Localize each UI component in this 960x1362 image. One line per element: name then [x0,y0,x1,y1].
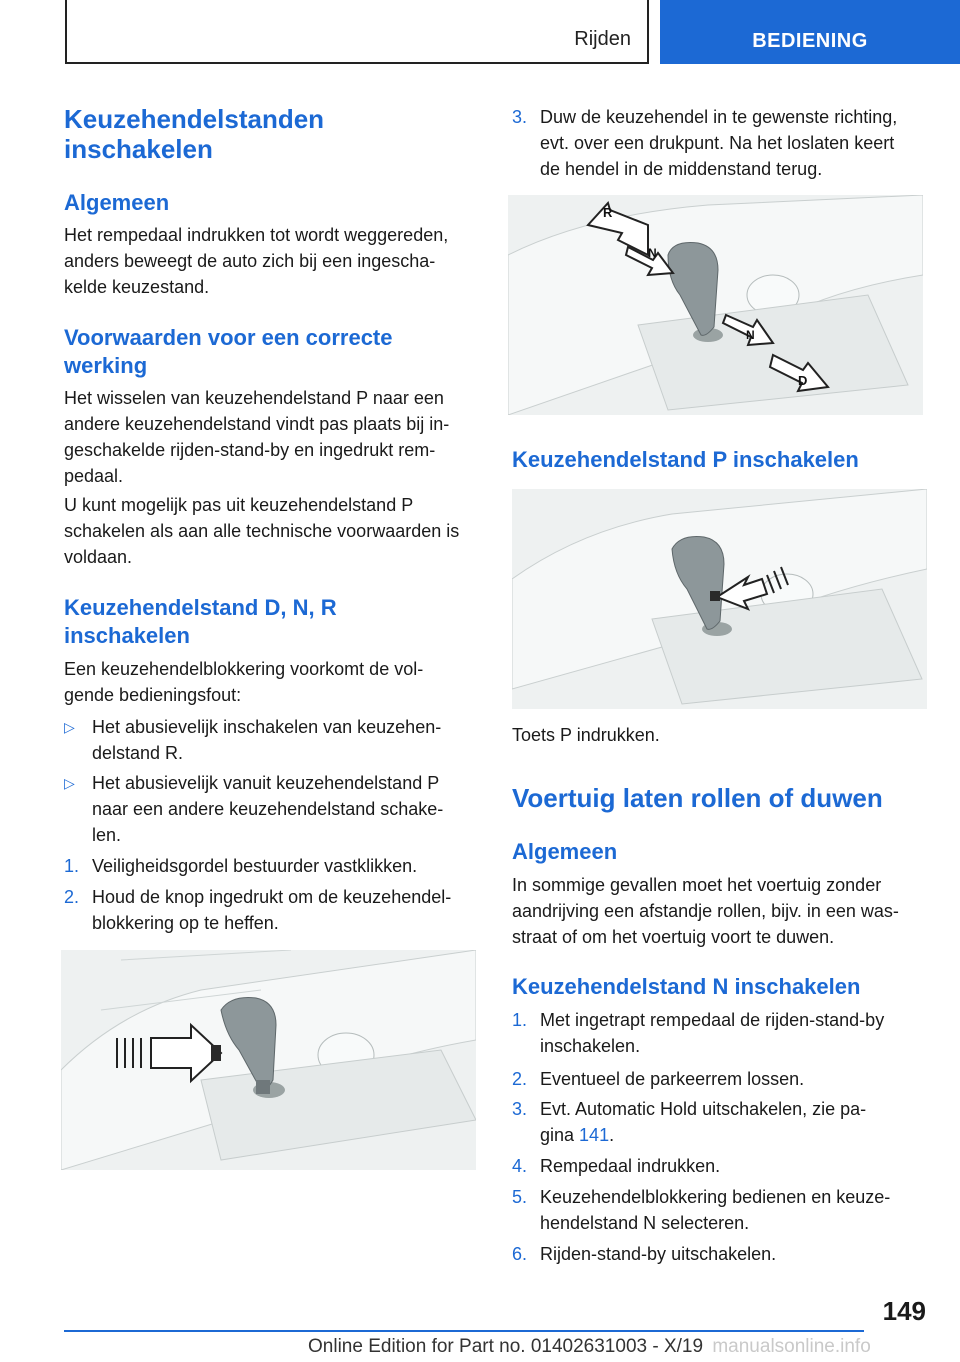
text-fragment: gina [540,1125,580,1145]
step-text [540,1066,932,1092]
text-line: Het abusievelijk vanuit keuzehendelstand P [92,773,440,793]
text-line: Veiligheidsgordel bestuurder vastklikken. [92,856,418,876]
heading-line: inschakelen [64,623,190,648]
triangle-bullet-icon: ▷ [64,719,75,735]
step-item [512,1007,932,1063]
direction-label-n: N [648,246,657,260]
step-text [92,884,484,936]
dnr-paragraph [64,656,484,708]
text-line: In sommige gevallen moet het voertuig zonder [512,875,882,895]
step-number: 2. [64,887,80,907]
gear-selector-p-figure [512,489,927,709]
step-item [512,1184,932,1240]
page-link[interactable]: 141 [579,1125,610,1145]
bullet-text [92,714,484,766]
text-line: len. [92,825,122,845]
step-number: 6. [512,1244,528,1264]
header-frame [65,0,649,64]
roll-paragraph [512,872,932,950]
step-text [540,104,932,182]
text-line [540,1122,932,1148]
conditions-paragraph-1 [64,385,484,489]
step-text [540,1007,932,1059]
heading-line: Keuzehendelstand D, N, R [64,595,337,620]
step-text [92,853,484,879]
gear-selector-directions-figure [508,195,923,415]
gear-selector-unlock-figure [61,950,476,1170]
text-line: Het wisselen van keuzehendelstand P naar een [64,388,444,408]
heading-line: werking [64,353,148,378]
gear-selector-illustration [512,489,927,709]
n-heading: Keuzehendelstand N inschakelen [512,974,861,999]
triangle-bullet-icon: ▷ [64,775,75,791]
text-line: Het rempedaal indrukken tot wordt weggereden, [64,225,449,245]
text-line: blokkering op te heffen. [92,913,279,933]
step-item [512,1153,932,1181]
text-line: naar een andere keuzehendelstand schake- [92,799,444,819]
gear-selector-illustration [61,950,476,1170]
text-line: hendelstand N selecteren. [540,1213,750,1233]
step-item [512,1241,932,1269]
bullet-item [64,770,484,850]
step-text [540,1184,932,1236]
text-line: pedaal. [64,466,124,486]
step-number: 4. [512,1156,528,1176]
text-line: voldaan. [64,547,133,567]
text-line: evt. over een drukpunt. Na het loslaten keert [540,133,895,153]
text-line: aandrijving een afstandje rollen, bijv. in een was- [512,901,899,921]
text-line: anders beweegt de auto zich bij een ingescha- [64,251,436,271]
step-number: 3. [512,107,528,127]
step-number: 3. [512,1099,528,1119]
step-text [540,1153,932,1179]
step-item [64,853,484,881]
text-line: Evt. Automatic Hold uitschakelen, zie pa- [540,1099,867,1119]
step-number: 1. [64,856,80,876]
step-text [540,1096,932,1148]
text-line: gende bedieningsfout: [64,685,242,705]
footer-divider [64,1330,864,1332]
general-paragraph [64,222,484,300]
text-fragment: . [609,1125,615,1145]
text-line: geschakelde rijden-stand-by en ingedrukt rem- [64,440,436,460]
text-line: Duw de keuzehendel in te gewenste richting, [540,107,898,127]
roll-general-heading: Algemeen [512,839,618,864]
heading-line: Voorwaarden voor een correcte [64,325,393,350]
step-item [512,1066,932,1094]
dnr-heading [64,594,337,650]
roll-heading: Voertuig laten rollen of duwen [512,783,883,813]
watermark: manualsonline.info [712,1336,871,1357]
text-line: Eventueel de parkeerrem lossen. [540,1069,805,1089]
step-item [512,104,932,184]
direction-label-r: R [603,205,613,220]
text-line: Keuzehendelblokkering bedienen en keuze- [540,1187,891,1207]
text-line: kelde keuzestand. [64,277,210,297]
text-line: Houd de knop ingedrukt om de keuzehendel- [92,887,452,907]
direction-label-n: N [746,328,755,342]
p-heading: Keuzehendelstand P inschakelen [512,447,859,472]
text-line: de hendel in de middenstand terug. [540,159,823,179]
edition-note [308,1336,871,1358]
section-title [64,104,324,164]
bullet-text [92,770,484,848]
text-line: Met ingetrapt rempedaal de rijden-stand-by [540,1010,885,1030]
text-line: Het abusievelijk inschakelen van keuzehen- [92,717,442,737]
section-title-line-2: inschakelen [64,134,213,164]
page-number: 149 [882,1296,926,1326]
gear-selector-illustration [508,195,923,415]
text-line: schakelen als aan alle technische voorwaarden is [64,521,460,541]
header-section-title: Rijden [574,28,631,50]
direction-label-d: D [798,373,808,388]
chapter-tab[interactable]: BEDIENING [660,0,960,64]
text-line: inschakelen. [540,1036,641,1056]
section-title-line-1: Keuzehendelstanden [64,104,325,134]
text-line: Rijden-stand-by uitschakelen. [540,1244,777,1264]
text-line: andere keuzehendelstand vindt pas plaats bij in- [64,414,450,434]
general-heading: Algemeen [64,190,170,215]
step-number: 2. [512,1069,528,1089]
conditions-heading [64,324,393,380]
step-item [64,884,484,940]
p-caption: Toets P indrukken. [512,725,660,745]
text-line: delstand R. [92,743,184,763]
conditions-paragraph-2 [64,492,484,570]
step-number: 5. [512,1187,528,1207]
step-number: 1. [512,1010,528,1030]
text-line: Een keuzehendelblokkering voorkomt de vol- [64,659,424,679]
edition-text: Online Edition for Part no. 01402631003 - X/19 [308,1336,704,1357]
text-line: straat of om het voertuig voort te duwen. [512,927,835,947]
text-line: Rempedaal indrukken. [540,1156,721,1176]
text-line: U kunt mogelijk pas uit keuzehendelstand P [64,495,414,515]
bullet-item [64,714,484,770]
step-item [512,1096,932,1152]
step-text [540,1241,932,1267]
